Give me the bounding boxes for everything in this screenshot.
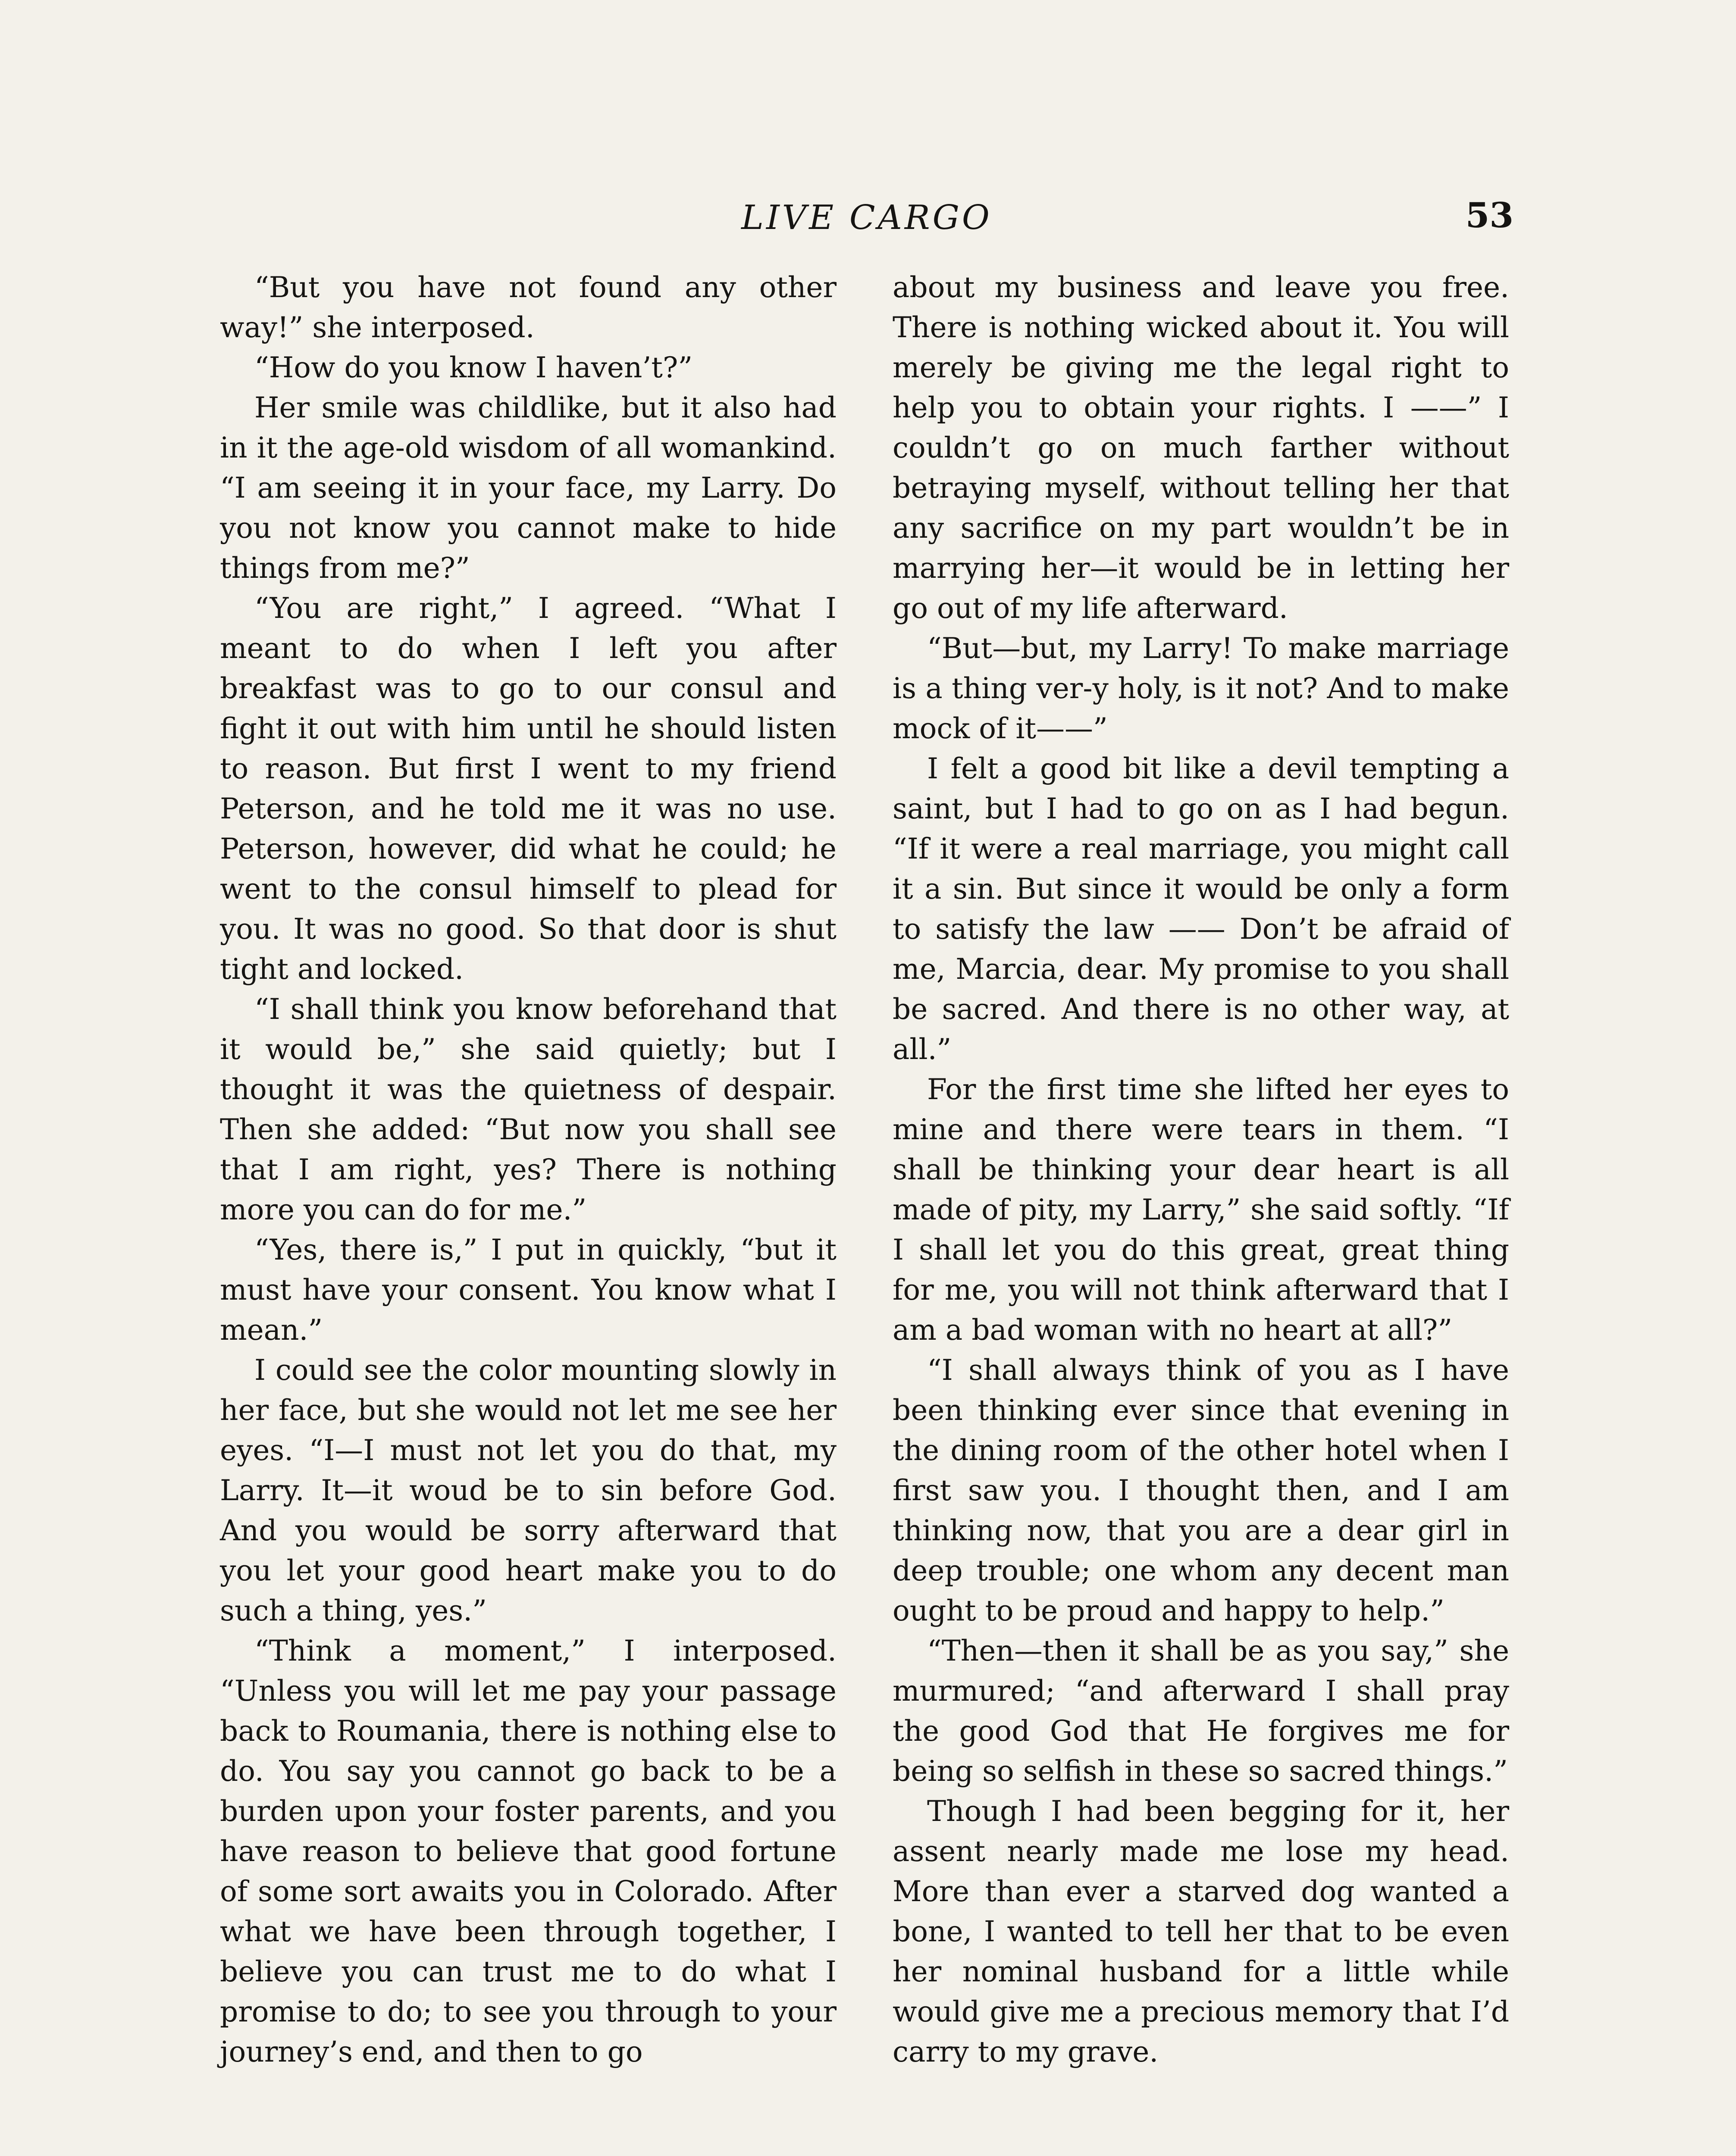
right-column (893, 267, 1509, 2072)
running-title: LIVE CARGO (741, 198, 992, 237)
paragraph: “Yes, there is,” I put in quickly, “but it must have your consent. You know what I mean.” (220, 1233, 837, 1347)
paragraph: For the first time she lifted her eyes to mine and there were tears in them. “I shall be thinking your dear heart is all made of pity, my Larry,” she said softly. “If I shall let you do this great, great thing for me, you will not think afterward that I am a bad woman with no heart at all?” (893, 1073, 1509, 1347)
paragraph: “I shall always think of you as I have been thinking ever since that evening in the dining room of the other hotel when I first saw you. I thought then, and I am thinking now, that you are a dear girl in deep trouble; one whom any decent man ought to be proud and happy to help.” (893, 1354, 1509, 1627)
paragraph: “Then—then it shall be as you say,” she murmured; “and afterward I shall pray the good God that He forgives me for being so selfish in these so sacred things.” (893, 1634, 1509, 1788)
left-column (220, 267, 837, 2072)
continued-paragraph: about my business and leave you free. There is nothing wicked about it. You will merely be giving me the legal right to help you to obtain your rights. I ——” I couldn’t go on much farther without betraying myself, without telling her that any sacrifice on my part wouldn’t be in marrying her—it would be in letting her go out of my life afterward. (893, 271, 1509, 625)
paragraph: “I shall think you know beforehand that it would be,” she said quietly; but I thought it was the quietness of despair. Then she added: “But now you shall see that I am right, yes? There is nothing more you can do for me.” (220, 993, 837, 1226)
paragraph: I felt a good bit like a devil tempting a saint, but I had to go on as I had begun. “If it were a real marriage, you might call it a sin. But since it would be only a form to satisfy the law —— Don’t be afraid of me, Marcia, dear. My promise to you shall be sacred. And there is no other way, at all.” (893, 752, 1509, 1066)
paragraph: “But you have not found any other way!” she interposed. (220, 271, 837, 344)
page-number: 53 (1465, 195, 1514, 235)
paragraph: Her smile was childlike, but it also had in it the age-old wisdom of all womankind. “I am seeing it in your face, my Larry. Do you not know you cannot make to hide things from me?” (220, 391, 837, 585)
paragraph: I could see the color mounting slowly in her face, but she would not let me see her eyes. “I—I must not let you do that, my Larry. It—it woud be to sin before God. And you would be sorry afterward that you let your good heart make you to do such a thing, yes.” (220, 1354, 837, 1627)
paragraph: “But—but, my Larry! To make marriage is a thing ver-y holy, is it not? And to make mock of it——” (893, 632, 1509, 745)
paragraph: “Think a moment,” I interposed. “Unless you will let me pay your passage back to Roumania, there is nothing else to do. You say you cannot go back to be a burden upon your foster parents, and you have reason to believe that good fortune of some sort awaits you in Colorado. After what we have been through together, I believe you can trust me to do what I promise to do; to see you through to your journey’s end, and then to go (220, 1634, 837, 2068)
paragraph: “How do you know I haven’t?” (254, 351, 693, 384)
running-head (220, 190, 1514, 241)
paragraph: “You are right,” I agreed. “What I meant to do when I left you after breakfast was to go to our consul and fight it out with him until he should listen to reason. But first I went to my friend Peterson, and he told me it was no use. Peterson, however, did what he could; he went to the consul himself to plead for you. It was no good. So that door is shut tight and locked. (220, 592, 837, 986)
paragraph: Though I had been begging for it, her assent nearly made me lose my head. More than ever a starved dog wanted a bone, I wanted to tell her that to be even her nominal husband for a little while would give me a precious memory that I’d carry to my grave. (893, 1795, 1509, 2068)
